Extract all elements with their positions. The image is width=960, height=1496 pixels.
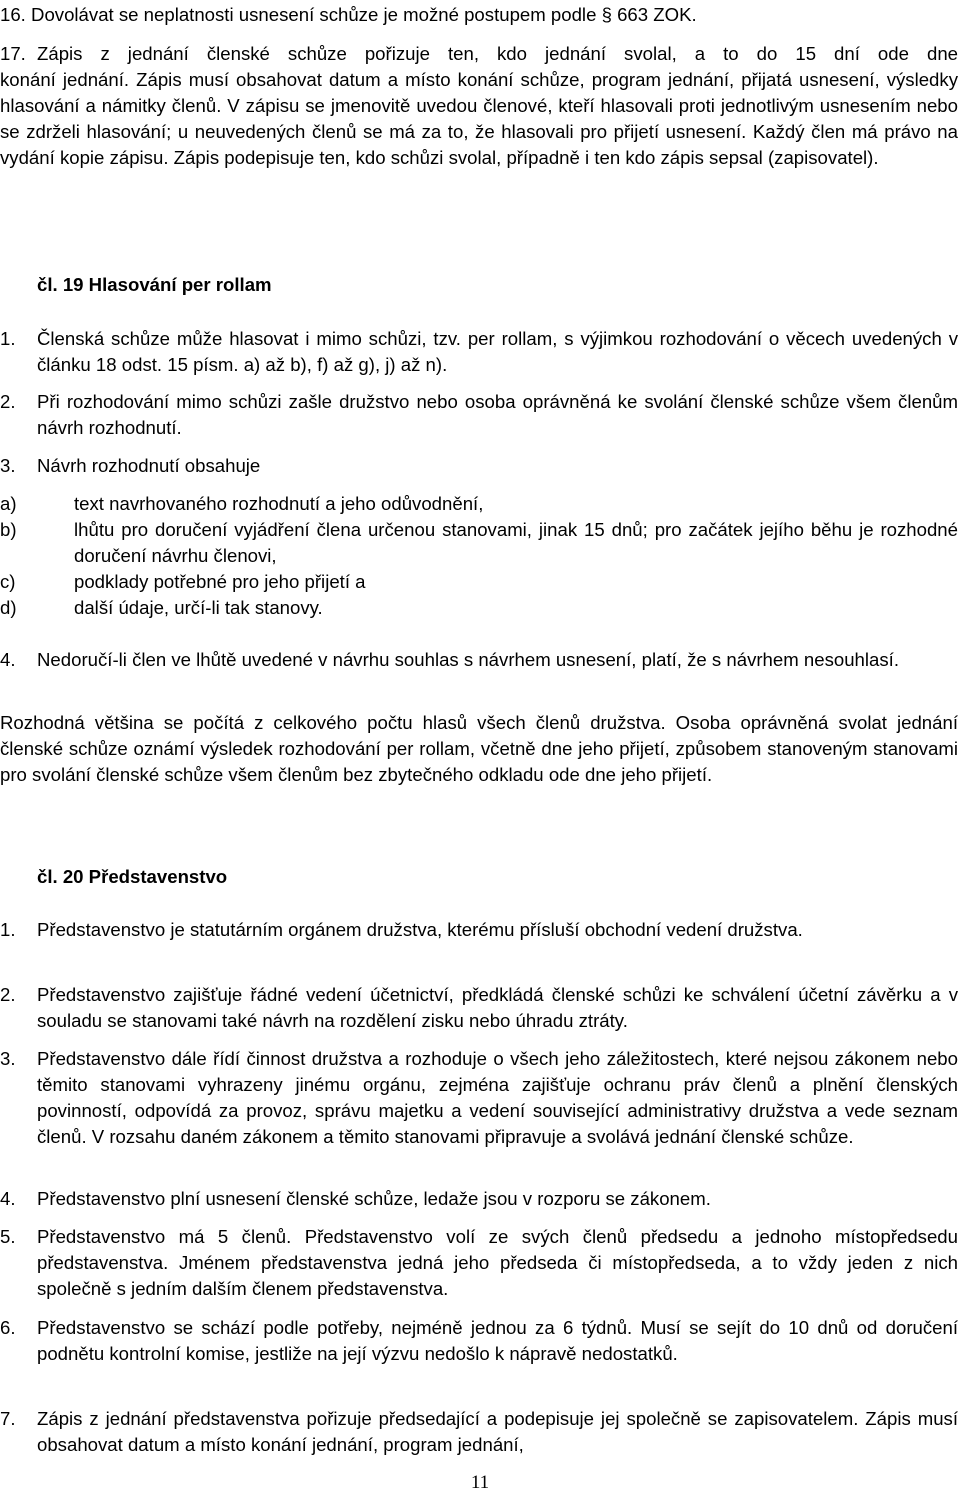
art20-p2-number: 2. — [0, 984, 16, 1005]
list-item-a-marker: a) — [0, 493, 17, 514]
paragraph-16: 16. Dovolávat se neplatnosti usnesení schůze je možné postupem podle § 663 ZOK. — [0, 4, 697, 25]
art19-p3-number: 3. — [0, 455, 16, 476]
list-item-d-marker: d) — [0, 597, 17, 618]
paragraph-17-first-line: Zápis z jednání členské schůze pořizuje ten, kdo jednání svolal, a to do 15 dní ode dne — [37, 43, 958, 64]
list-item-b-text: lhůtu pro doručení vyjádření člena určenou stanovami, jinak 15 dnů; pro začátek jejího běhu je rozhodné doručení návrhu členovi, — [74, 519, 958, 566]
art20-p1-number: 1. — [0, 919, 16, 940]
art20-p3-number: 3. — [0, 1048, 16, 1069]
article-20-heading: čl. 20 Představenstvo — [37, 866, 228, 887]
art19-p2-number: 2. — [0, 391, 16, 412]
art19-closing-paragraph: Rozhodná většina se počítá z celkového počtu hlasů všech členů družstva. Osoba oprávněná svolat jednání členské schůze oznámí výsledek rozhodování per rollam, včetně dne jeho přijetí, způsobem stanoveným stanovami pro svolání členské schůze všem členům bez zbytečného odkladu ode dne jeho přijetí. — [0, 712, 958, 785]
art19-p3-text: Návrh rozhodnutí obsahuje — [37, 455, 261, 476]
art20-p7-number: 7. — [0, 1408, 16, 1429]
page-number: 11 — [470, 1472, 490, 1493]
art20-p4-text: Představenstvo plní usnesení členské schůze, ledaže jsou v rozporu se zákonem. — [37, 1188, 711, 1209]
list-item-b-marker: b) — [0, 519, 17, 540]
art20-p1-text: Představenstvo je statutárním orgánem družstva, kterému přísluší obchodní vedení družstva. — [37, 919, 803, 940]
art19-p1-number: 1. — [0, 328, 16, 349]
paragraph-17-text: konání jednání. Zápis musí obsahovat datum a místo konání schůze, program jednání, přijatá usnesení, výsledky hlasování a námitky členů. V zápisu se jmenovitě uvedou členové, kteří hlasovali proti jednotlivým usnesením nebo se zdrželi hlasování; u neuvedených členů se má za to, že hlasovali pro přijetí usnesení. Každý člen má právo na vydání kopie zápisu. Zápis podepisuje ten, kdo schůzi svolal, případně i ten kdo zápis sepsal (zapisovatel). — [0, 69, 958, 168]
art19-p1-text: Členská schůze může hlasovat i mimo schůzi, tzv. per rollam, s výjimkou rozhodování o věcech uvedených v článku 18 odst. 15 písm. a) až b), f) až g), j) až n). — [37, 328, 958, 375]
art20-p2-text: Představenstvo zajišťuje řádné vedení účetnictví, předkládá členské schůzi ke schválení účetní závěrku a v souladu se stanovami také návrh na rozdělení zisku nebo úhradu ztráty. — [37, 984, 958, 1031]
art20-p4-number: 4. — [0, 1188, 16, 1209]
paragraph-17-number: 17. — [0, 43, 26, 64]
list-item-c-text: podklady potřebné pro jeho přijetí a — [74, 571, 366, 592]
article-19-heading: čl. 19 Hlasování per rollam — [37, 274, 272, 295]
art20-p5-text: Představenstvo má 5 členů. Představenstvo volí ze svých členů předsedu a jednoho místopředsedu představenstva. Jménem představenstva jedná jeho předseda či místopředseda, a to vždy jeden z nich společně s jedním dalším členem představenstva. — [37, 1226, 958, 1299]
art19-p2-text: Při rozhodování mimo schůzi zašle družstvo nebo osoba oprávněná ke svolání členské schůze všem členům návrh rozhodnutí. — [37, 391, 958, 438]
art20-p3-text: Představenstvo dále řídí činnost družstva a rozhoduje o všech jeho záležitostech, které nejsou zákonem nebo těmito stanovami vyhrazeny jinému orgánu, zejména zajišťuje ochranu práv členů a plnění členských povinností, odpovídá za provoz, správu majetku a vedení související administrativy družstva a vede seznam členů. V rozsahu daném zákonem a těmito stanovami připravuje a svolává jednání členské schůze. — [37, 1048, 958, 1147]
art20-p5-number: 5. — [0, 1226, 16, 1247]
art20-p7-text: Zápis z jednání představenstva pořizuje předsedající a podepisuje jej společně se zapisovatelem. Zápis musí obsahovat datum a místo konání jednání, program jednání, — [37, 1408, 958, 1455]
art19-p4-number: 4. — [0, 649, 16, 670]
art20-p6-number: 6. — [0, 1317, 16, 1338]
list-item-a-text: text navrhovaného rozhodnutí a jeho odůvodnění, — [74, 493, 484, 514]
art19-p4-text: Nedoručí-li člen ve lhůtě uvedené v návrhu souhlas s návrhem usnesení, platí, že s návrhem nesouhlasí. — [37, 649, 899, 670]
art20-p6-text: Představenstvo se schází podle potřeby, nejméně jednou za 6 týdnů. Musí se sejít do 10 dnů od doručení podnětu kontrolní komise, jestliže na její výzvu nedošlo k nápravě nedostatků. — [37, 1317, 958, 1364]
list-item-c-marker: c) — [0, 571, 16, 592]
list-item-d-text: další údaje, určí-li tak stanovy. — [74, 597, 323, 618]
